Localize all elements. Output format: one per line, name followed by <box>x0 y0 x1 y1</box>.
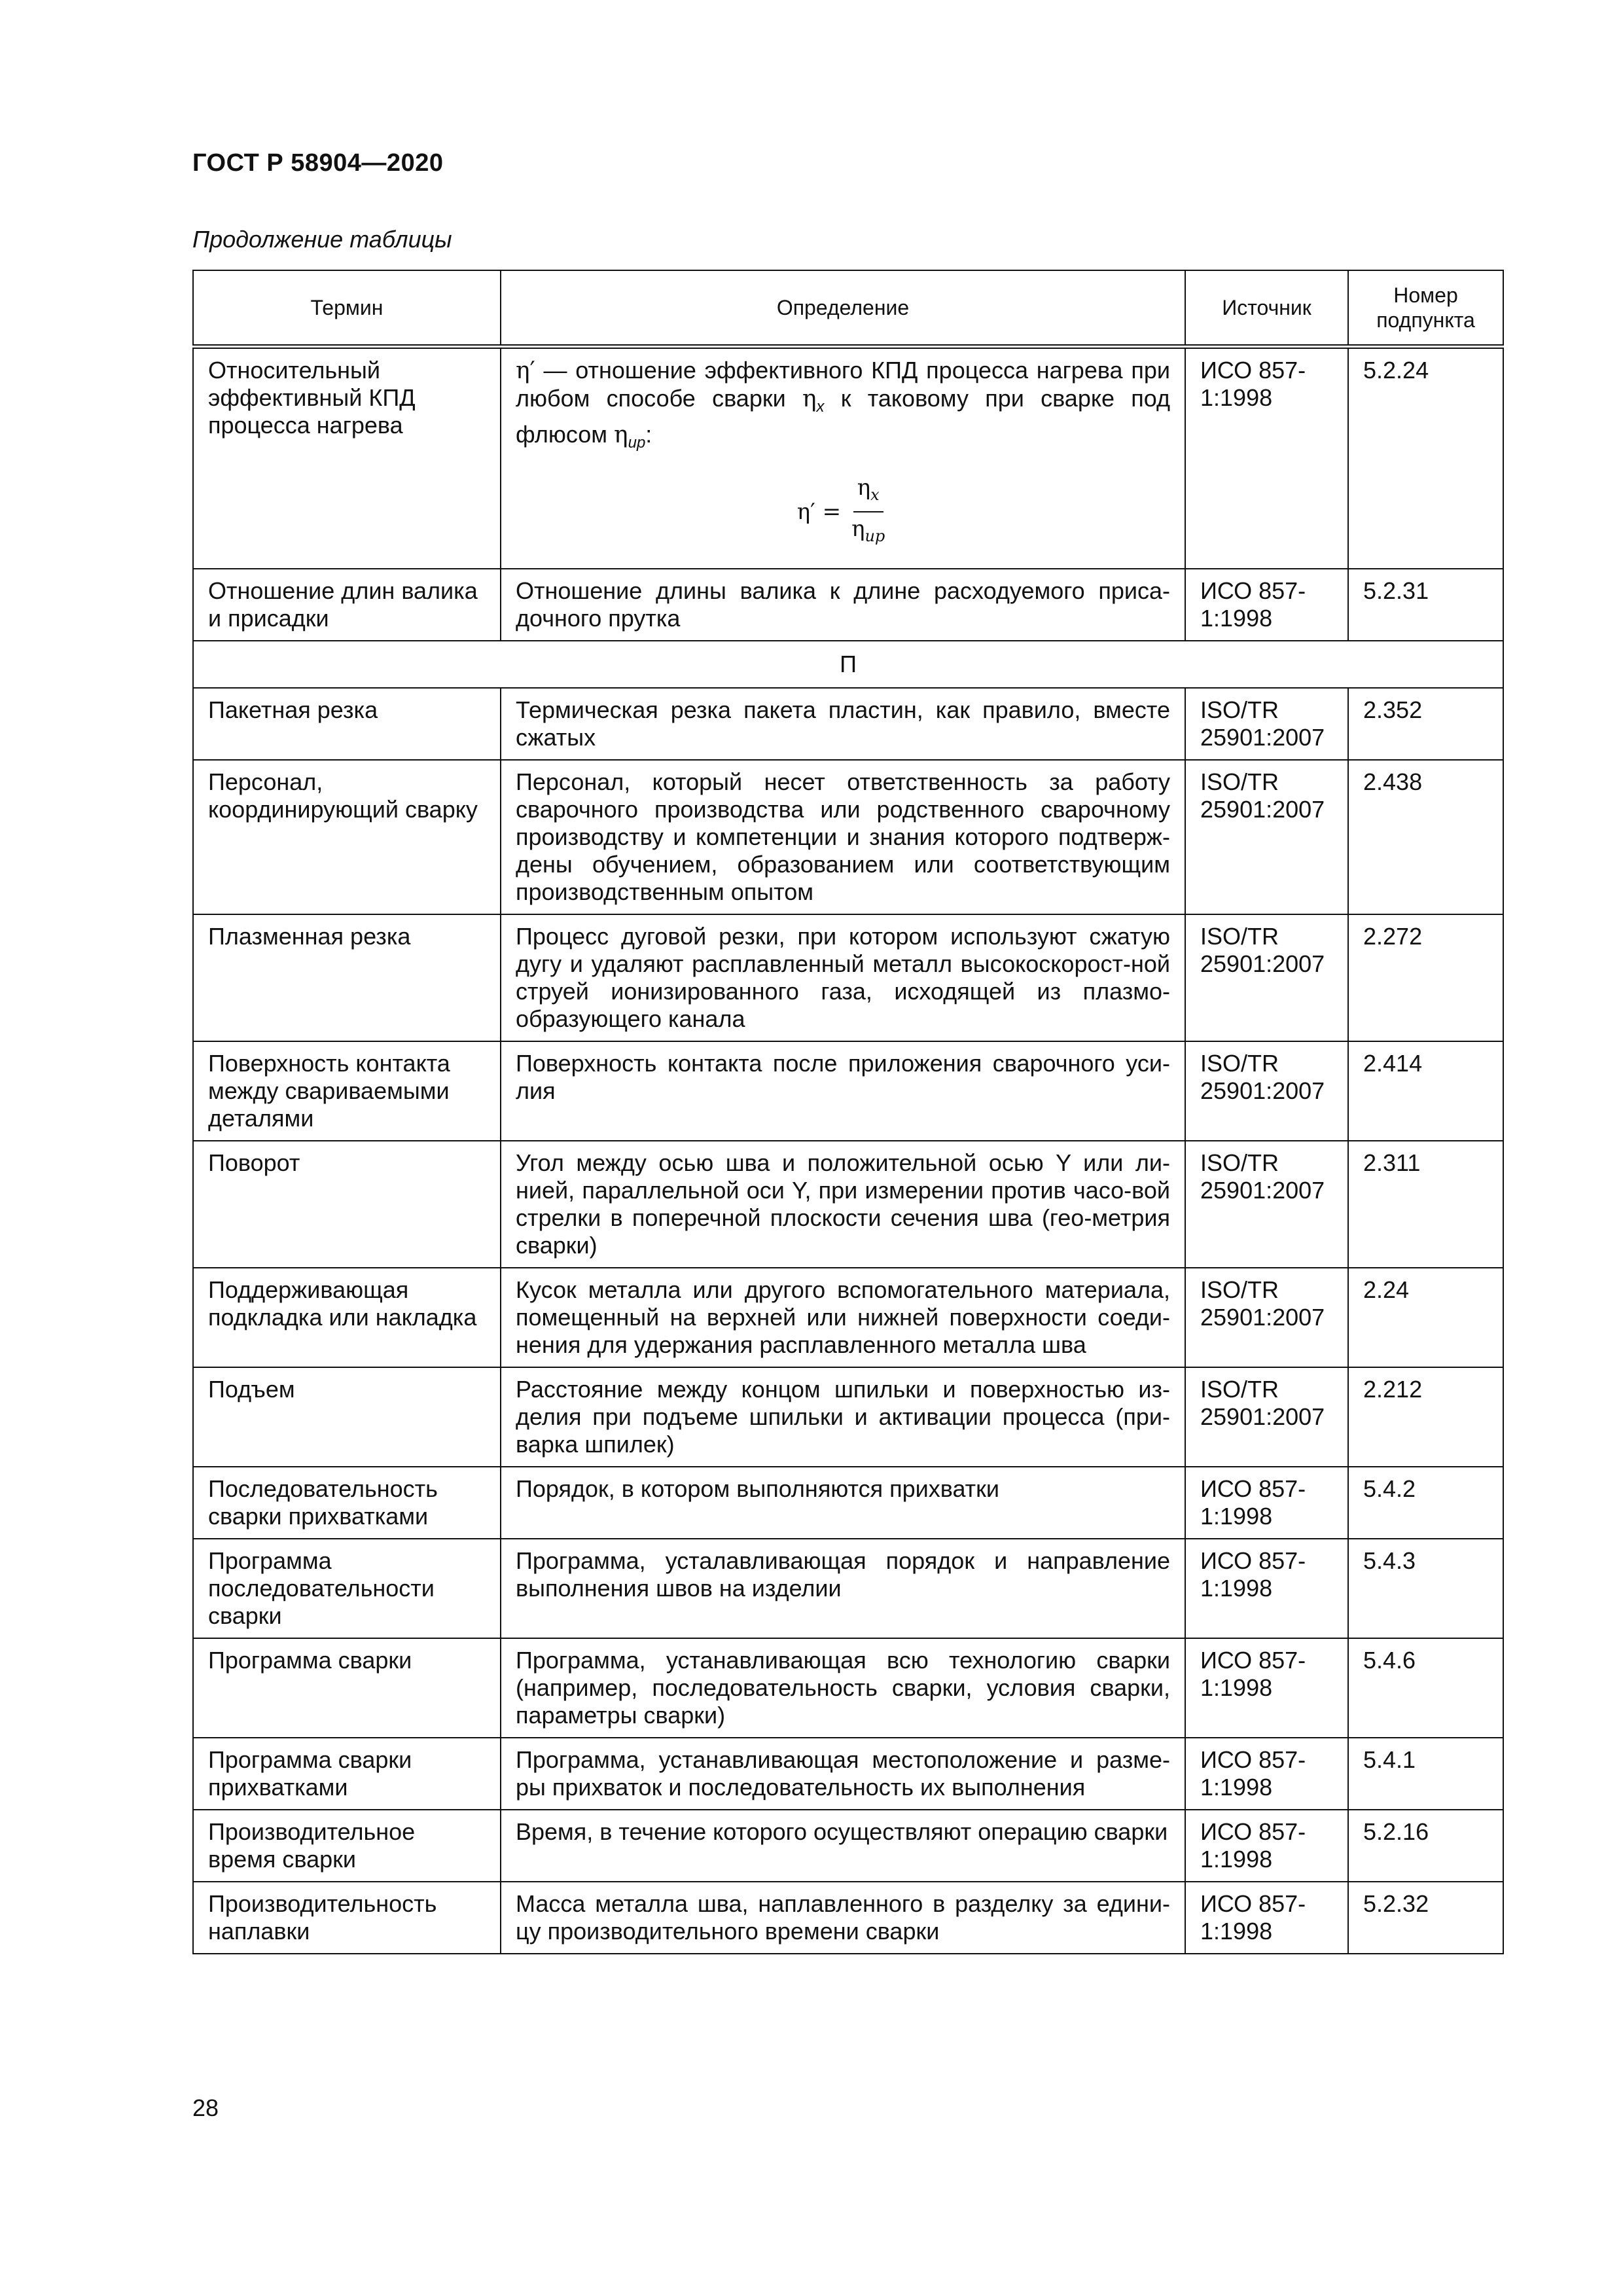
subscript: up <box>628 434 646 452</box>
term-cell: Поддерживающая подкладка или накладка <box>193 1268 501 1367</box>
eta-symbol: η <box>614 422 628 449</box>
eta-prime-symbol: η′ <box>516 357 535 384</box>
definition-text: : <box>645 421 652 448</box>
definition-cell: Расстояние между концом шпильки и поверхностью из-делия при подъеме шпильки и активации процесса (при-варка шпилек) <box>501 1367 1185 1467</box>
term-cell: Пакетная резка <box>193 688 501 760</box>
table-row <box>193 569 1503 641</box>
number-cell: 2.212 <box>1348 1367 1503 1467</box>
term-cell: Последовательность сварки прихватками <box>193 1467 501 1539</box>
definition-cell: Порядок, в котором выполняются прихватки <box>501 1467 1185 1539</box>
term-cell: Программа сварки <box>193 1638 501 1738</box>
term-cell: Отношение длин валика и присадки <box>193 569 501 641</box>
number-cell: 2.414 <box>1348 1041 1503 1141</box>
source-cell: ИСО 857-1:1998 <box>1185 1882 1348 1954</box>
terms-table <box>192 270 1504 1954</box>
number-cell: 5.4.2 <box>1348 1467 1503 1539</box>
term-cell: Программа сварки прихватками <box>193 1738 501 1810</box>
number-cell: 5.4.3 <box>1348 1539 1503 1638</box>
number-cell: 5.2.24 <box>1348 347 1503 569</box>
source-cell: ISO/TR 25901:2007 <box>1185 1041 1348 1141</box>
term-cell: Поверхность контакта между свариваемыми деталями <box>193 1041 501 1141</box>
table-row <box>193 1738 1503 1810</box>
source-cell: ИСО 857-1:1998 <box>1185 1738 1348 1810</box>
table-header-row <box>193 270 1503 347</box>
definition-cell <box>501 347 1185 569</box>
source-cell: ISO/TR 25901:2007 <box>1185 688 1348 760</box>
definition-cell: Время, в течение которого осуществляют операцию сварки <box>501 1810 1185 1882</box>
source-cell: ИСО 857-1:1998 <box>1185 569 1348 641</box>
table-row <box>193 1367 1503 1467</box>
table-row <box>193 1638 1503 1738</box>
definition-cell: Поверхность контакта после приложения сварочного уси-лия <box>501 1041 1185 1141</box>
number-cell: 5.4.1 <box>1348 1738 1503 1810</box>
number-cell: 2.438 <box>1348 760 1503 914</box>
number-cell: 2.352 <box>1348 688 1503 760</box>
term-cell: Относительный эффективный КПД процесса нагрева <box>193 347 501 569</box>
term-cell: Производительное время сварки <box>193 1810 501 1882</box>
definition-cell: Программа, устанавливающая местоположение и разме-ры прихваток и последовательность их выполнения <box>501 1738 1185 1810</box>
definition-cell: Кусок металла или другого вспомогательного материала, помещенный на верхней или нижней поверхности соеди-нения для удержания расплавленного металла шва <box>501 1268 1185 1367</box>
number-cell: 5.4.6 <box>1348 1638 1503 1738</box>
table-row <box>193 688 1503 760</box>
source-cell: ИСО 857-1:1998 <box>1185 1638 1348 1738</box>
source-cell: ИСО 857-1:1998 <box>1185 1467 1348 1539</box>
term-cell: Производительность наплавки <box>193 1882 501 1954</box>
number-cell: 2.311 <box>1348 1141 1503 1268</box>
source-cell: ISO/TR 25901:2007 <box>1185 1141 1348 1268</box>
table-row <box>193 1882 1503 1954</box>
header-source: Источник <box>1185 270 1348 347</box>
table-row <box>193 1467 1503 1539</box>
formula-denominator: $\eta_{up}$ <box>851 516 885 545</box>
definition-cell: Процесс дуговой резки, при котором используют сжатую дугу и удаляют расплавленный металл высокоскорост-ной струей ионизированного газа, исходящей из плазмо-образующего канала <box>501 914 1185 1041</box>
definition-cell: Программа, усталавливающая порядок и направление выполнения швов на изделии <box>501 1539 1185 1638</box>
table-row <box>193 1268 1503 1367</box>
definition-cell: Отношение длины валика к длине расходуемого приса-дочного прутка <box>501 569 1185 641</box>
source-cell: ИСО 857-1:1998 <box>1185 1810 1348 1882</box>
table-row <box>193 1810 1503 1882</box>
term-cell: Поворот <box>193 1141 501 1268</box>
table-row <box>193 760 1503 914</box>
formula <box>516 474 1170 550</box>
document-header: ГОСТ Р 58904—2020 <box>192 149 444 177</box>
definition-cell: Масса металла шва, наплавленного в разделку за едини-цу производительного времени сварки <box>501 1882 1185 1954</box>
definition-cell: Персонал, который несет ответственность за работу сварочного производства или родственного сварочному производству и компетенции и знания которого подтверж-дены обучением, образованием или соответствующим производственным опытом <box>501 760 1185 914</box>
number-cell: 5.2.32 <box>1348 1882 1503 1954</box>
table-row <box>193 1539 1503 1638</box>
source-cell: ИСО 857-1:1998 <box>1185 347 1348 569</box>
definition-text: к таковому при сварке под флюсом <box>516 385 1171 448</box>
number-cell: 5.2.31 <box>1348 569 1503 641</box>
definition-cell: Угол между осью шва и положительной осью Y или ли-нией, параллельной оси Y, при измерении против часо-вой стрелки в поперечной плоскости сечения шва (гео-метрия сварки) <box>501 1141 1185 1268</box>
formula-fraction <box>847 474 889 550</box>
number-cell: 2.24 <box>1348 1268 1503 1367</box>
term-cell: Плазменная резка <box>193 914 501 1041</box>
table-row <box>193 347 1503 569</box>
term-cell: Персонал, координирующий сварку <box>193 760 501 914</box>
eta-symbol: η <box>802 386 817 412</box>
table-row <box>193 1141 1503 1268</box>
definition-cell: Термическая резка пакета пластин, как правило, вместе сжатых <box>501 688 1185 760</box>
formula-numerator: $\eta_x$ <box>853 474 883 512</box>
source-cell: ISO/TR 25901:2007 <box>1185 914 1348 1041</box>
table-caption: Продолжение таблицы <box>192 226 452 253</box>
table-row <box>193 914 1503 1041</box>
section-letter: П <box>193 641 1503 688</box>
term-cell: Программа последовательности сварки <box>193 1539 501 1638</box>
definition-text: — отношение эффективного КПД процесса нагрева при любом способе сварки <box>516 357 1170 412</box>
page-number: 28 <box>192 2094 219 2121</box>
source-cell: ISO/TR 25901:2007 <box>1185 1367 1348 1467</box>
definition-cell: Программа, устанавливающая всю технологию сварки (например, последовательность сварки, условия сварки, параметры сварки) <box>501 1638 1185 1738</box>
formula-lhs: η′ = <box>796 499 842 526</box>
section-letter-row <box>193 641 1503 688</box>
number-cell: 2.272 <box>1348 914 1503 1041</box>
header-term: Термин <box>193 270 501 347</box>
source-cell: ИСО 857-1:1998 <box>1185 1539 1348 1638</box>
table-row <box>193 1041 1503 1141</box>
header-definition: Определение <box>501 270 1185 347</box>
subscript: x <box>816 398 825 416</box>
source-cell: ISO/TR 25901:2007 <box>1185 760 1348 914</box>
source-cell: ISO/TR 25901:2007 <box>1185 1268 1348 1367</box>
term-cell: Подъем <box>193 1367 501 1467</box>
header-number: Номер подпункта <box>1348 270 1503 347</box>
number-cell: 5.2.16 <box>1348 1810 1503 1882</box>
